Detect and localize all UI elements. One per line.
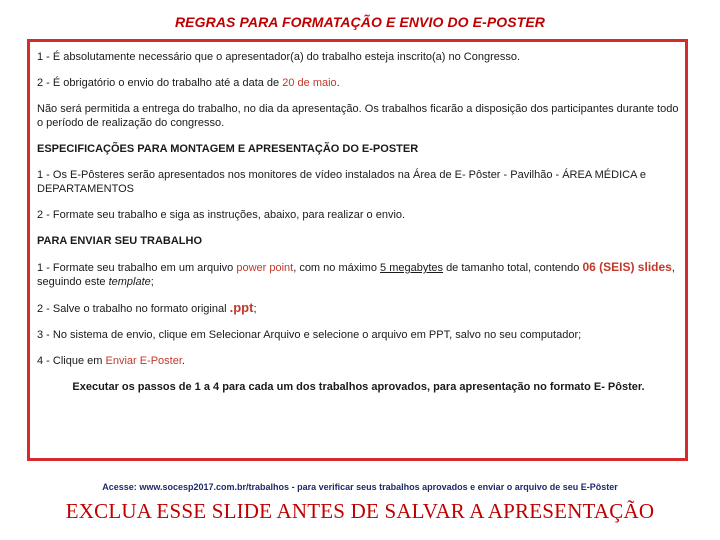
footer-note	[0, 482, 720, 492]
send-step-1	[37, 260, 680, 289]
send-step-4	[37, 354, 680, 368]
rule-registration: 1 - É absolutamente necessário que o apresentador(a) do trabalho esteja inscrito(a) no Congresso.	[37, 51, 521, 63]
slides-count: 06 (SEIS) slides	[582, 260, 672, 274]
send-step-4-text: 4 - Clique em	[37, 355, 103, 367]
warning-banner: EXCLUA ESSE SLIDE ANTES DE SALVAR A APRESENTAÇÃO	[65, 499, 655, 523]
send-step-3: 3 - No sistema de envio, clique em Selecionar Arquivo e selecione o arquivo em PPT, salvo no seu computador;	[37, 329, 582, 341]
send-step-2-text: 2 - Salve o trabalho no formato original	[37, 303, 227, 315]
footer-url-link[interactable]: www.socesp2017.com.br/trabalhos	[139, 482, 290, 492]
send-step-2-end: ;	[253, 303, 257, 315]
specs-heading: ESPECIFICAÇÕES PARA MONTAGEM E APRESENTAÇÃO DO E-POSTER	[37, 143, 419, 155]
rule-deadline	[37, 76, 680, 90]
send-e-poster-button-text: Enviar E-Poster	[105, 355, 182, 367]
rule-deadline-end: .	[336, 77, 340, 89]
footer-prefix: Acesse:	[102, 482, 137, 492]
spec-format: 2 - Formate seu trabalho e siga as instruções, abaixo, para realizar o envio.	[37, 209, 406, 221]
send-heading: PARA ENVIAR SEU TRABALHO	[37, 235, 203, 247]
send-step-1-text-c: de tamanho total, contendo	[446, 262, 580, 274]
spec-monitors: 1 - Os E-Pôsteres serão apresentados nos monitores de vídeo instalados na Área de E- Pôster - Pavilhão - ÁREA MÉDICA e DEPARTAMENTOS	[37, 169, 646, 195]
power-point-text: power point	[236, 262, 294, 274]
send-step-1-end: ;	[150, 276, 154, 288]
send-step-4-end: .	[181, 355, 185, 367]
template-word: template	[108, 276, 151, 288]
send-step-2	[37, 301, 680, 316]
size-limit: 5 megabytes	[380, 262, 443, 274]
final-instruction: Executar os passos de 1 a 4 para cada um dos trabalhos aprovados, para apresentação no formato E- Pôster.	[72, 381, 645, 393]
page-title: REGRAS PARA FORMATAÇÃO E ENVIO DO E-POSTER	[174, 14, 546, 30]
ppt-extension: .ppt	[229, 300, 254, 315]
footer-separator: -	[291, 482, 295, 492]
send-step-1-text-d: , seguindo este	[37, 262, 675, 288]
rule-deadline-text: 2 - É obrigatório o envio do trabalho até a data de	[37, 77, 280, 89]
send-step-1-text-b: , com no máximo	[293, 262, 377, 274]
deadline-date: 20 de maio	[282, 77, 337, 89]
rules-box	[27, 39, 688, 461]
rule-no-delivery: Não será permitida a entrega do trabalho, no dia da apresentação. Os trabalhos ficarão a disposição dos participantes durante todo o período de realização do congresso.	[37, 103, 679, 129]
footer-suffix: para verificar seus trabalhos aprovados e enviar o arquivo de seu E-Pôster	[297, 482, 618, 492]
send-step-1-text: 1 - Formate seu trabalho em um arquivo	[37, 262, 234, 274]
